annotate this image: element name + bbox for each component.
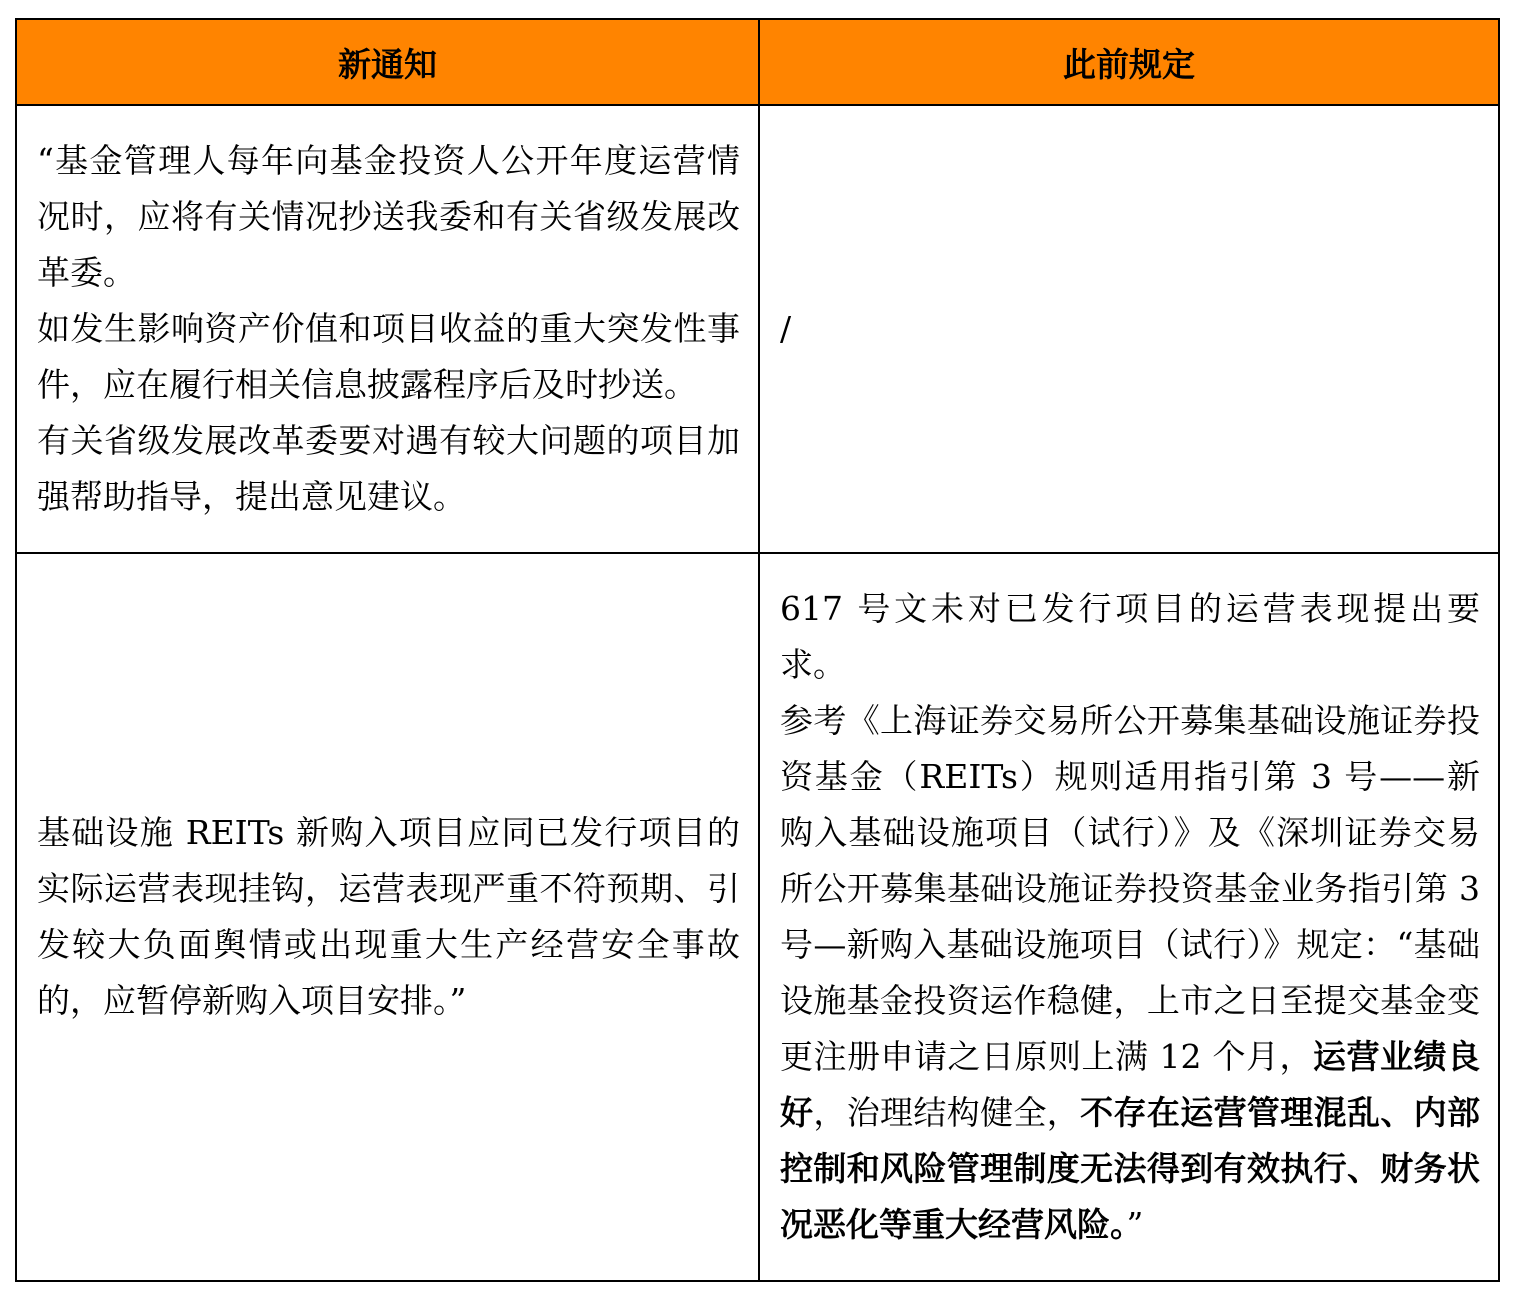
new-notice-cell: [16, 553, 759, 1281]
table-row: [16, 553, 1499, 1281]
previous-rule-cell: [759, 553, 1499, 1281]
header-row: [16, 19, 1499, 105]
empty-marker: /: [780, 309, 792, 348]
comparison-table: [15, 18, 1500, 1282]
new-notice-paragraph: 基础设施 REITs 新购入项目应同已发行项目的实际运营表现挂钩，运营表现严重不符预期、引发较大负面舆情或出现重大生产经营安全事故的，应暂停新购入项目安排。”: [37, 813, 740, 1020]
quoted-text: 参考《上海证券交易所公开募集基础设施证券投资基金（REITs）规则适用指引第 3 号——新购入基础设施项目（试行）》及《深圳证券交易所公开募集基础设施证券投资基金业务指引第 3 号—新购入基础设施项目（试行）》规定：“基础设施基金投资运作稳健，上市之日至提交基金变更注册申请之日原则上满 12 个月，: [780, 701, 1480, 1076]
previous-rule-cell: [759, 105, 1499, 553]
emphasized-text: 运营业绩良好: [780, 1037, 1480, 1132]
quoted-text: ，治理结构健全，: [813, 1093, 1081, 1132]
new-notice-paragraph: 有关省级发展改革委要对遇有较大问题的项目加强帮助指导，提出意见建议。: [37, 421, 740, 516]
header-new-notice: 新通知: [16, 19, 759, 105]
emphasized-text: 不存在运营管理混乱、内部控制和风险管理制度无法得到有效执行、财务状况恶化等重大经营风险。: [780, 1093, 1481, 1244]
closing-quote: ”: [1126, 1205, 1144, 1244]
new-notice-paragraph: 如发生影响资产价值和项目收益的重大突发性事件，应在履行相关信息披露程序后及时抄送。: [37, 309, 740, 404]
previous-rule-paragraph: [780, 693, 1480, 1253]
new-notice-cell: [16, 105, 759, 553]
header-previous-rule: 此前规定: [759, 19, 1499, 105]
previous-rule-paragraph: 617 号文未对已发行项目的运营表现提出要求。: [780, 589, 1480, 684]
table-row: [16, 105, 1499, 553]
new-notice-paragraph: “基金管理人每年向基金投资人公开年度运营情况时，应将有关情况抄送我委和有关省级发展改革委。: [37, 141, 740, 292]
